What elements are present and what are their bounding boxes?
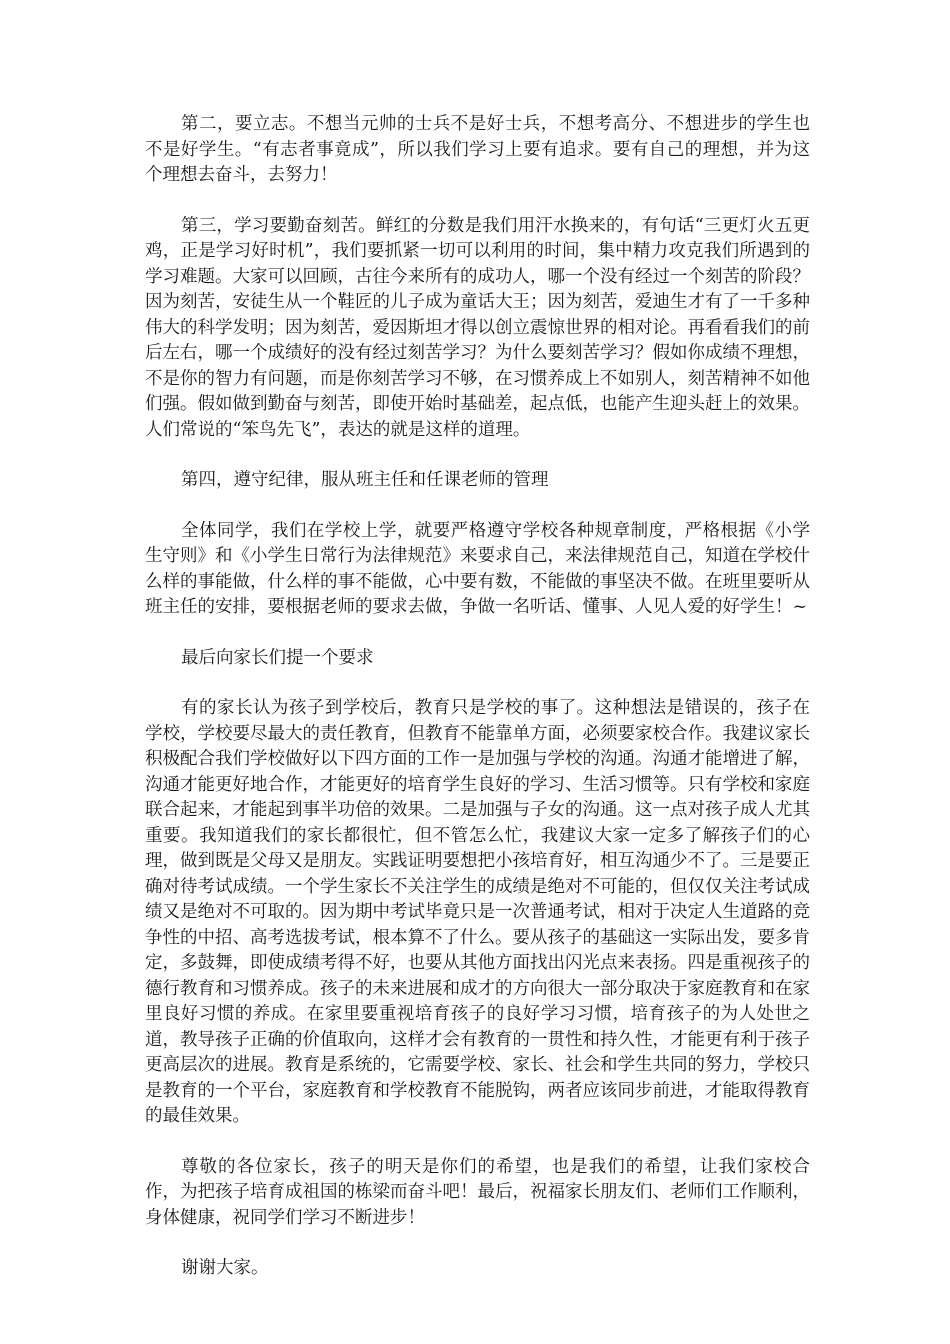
paragraph-parents-heading: 最后向家长们提一个要求 bbox=[181, 647, 374, 668]
paragraph-discipline-heading: 第四，遵守纪律，服从班主任和任课老师的管理 bbox=[181, 470, 549, 490]
paragraph-thanks: 谢谢大家。 bbox=[181, 1258, 269, 1278]
document-page bbox=[145, 112, 810, 1307]
paragraph-discipline: 全体同学，我们在学校上学，就要严格遵守学校各种规章制度，严格根据《小学生守则》和《小学生日常行为法律规范》来要求自己，来法律规范自己，知道在学校什么样的事能做，什么样的事不能做，心中要有数，不能做的事坚决不做。在班里要听从班主任的安排，要根据老师的要求去做，争做一名听话、懂事、人见人爱的好学生！~ bbox=[145, 520, 810, 617]
paragraph-diligence: 第三，学习要勤奋刻苦。鲜红的分数是我们用汗水换来的，有句话“三更灯火五更鸡，正是学习好时机”，我们要抓紧一切可以利用的时间，集中精力攻克我们所遇到的学习难题。大家可以回顾，古往今来所有的成功人，哪一个没有经过一个刻苦的阶段？因为刻苦，安徒生从一个鞋匠的儿子成为童话大王；因为刻苦，爱迪生才有了一千多种伟大的科学发明；因为刻苦，爱因斯坦才得以创立震惊世界的相对论。再看看我们的前后左右，哪一个成绩好的没有经过刻苦学习？为什么要刻苦学习？假如你成绩不理想，不是你的智力有问题，而是你刻苦学习不够，在习惯养成上不如别人，刻苦精神不如他们强。假如做到勤奋与刻苦，即使开始时基础差，起点低，也能产生迎头赶上的效果。人们常说的“笨鸟先飞”，表达的就是这样的道理。 bbox=[145, 215, 810, 440]
paragraph-ambition: 第二，要立志。不想当元帅的士兵不是好士兵，不想考高分、不想进步的学生也不是好学生。“有志者事竟成”，所以我们学习上要有追求。要有自己的理想，并为这个理想去奋斗，去努力！ bbox=[145, 114, 810, 185]
paragraph-closing: 尊敬的各位家长，孩子的明天是你们的希望，也是我们的希望，让我们家校合作，为把孩子培育成祖国的栋梁而奋斗吧！最后，祝福家长朋友们、老师们工作顺利，身体健康，祝同学们学习不断进步！ bbox=[145, 1156, 810, 1228]
paragraph-parents-request: 有的家长认为孩子到学校后，教育只是学校的事了。这种想法是错误的，孩子在学校，学校要尽最大的责任教育，但教育不能靠单方面，必须要家校合作。我建议家长积极配合我们学校做好以下四方面的工作一是加强与学校的沟通。沟通才能增进了解，沟通才能更好地合作，才能更好的培育学生良好的学习、生活习惯等。只有学校和家庭联合起来，才能起到事半功倍的效果。二是加强与子女的沟通。这一点对孩子成人尤其重要。我知道我们的家长都很忙，但不管怎么忙，我建议大家一定多了解孩子们的心理，做到既是父母又是朋友。实践证明要想把小孩培育好，相互沟通少不了。三是要正确对待考试成绩。一个学生家长不关注学生的成绩是绝对不可能的，但仅仅关注考试成绩又是绝对不可取的。因为期中考试毕竟只是一次普通考试，相对于决定人生道路的竞争性的中招、高考选拔考试，根本算不了什么。要从孩子的基础这一实际出发，要多肯定，多鼓舞，即使成绩考得不好，也要从其他方面找出闪光点来表扬。四是重视孩子的德行教育和习惯养成。孩子的未来进展和成才的方向很大一部分取决于家庭教育和在家里良好习惯的养成。在家里要重视培育孩子的良好学习习惯，培育孩子的为人处世之道，教导孩子正确的价值取向，这样才会有教育的一贯性和持久性，才能更有利于孩子更高层次的进展。教育是系统的，它需要学校、家长、社会和学生共同的努力，学校只是教育的一个平台，家庭教育和学校教育不能脱钩，两者应该同步前进，才能取得教育的最佳效果。 bbox=[145, 698, 810, 1126]
